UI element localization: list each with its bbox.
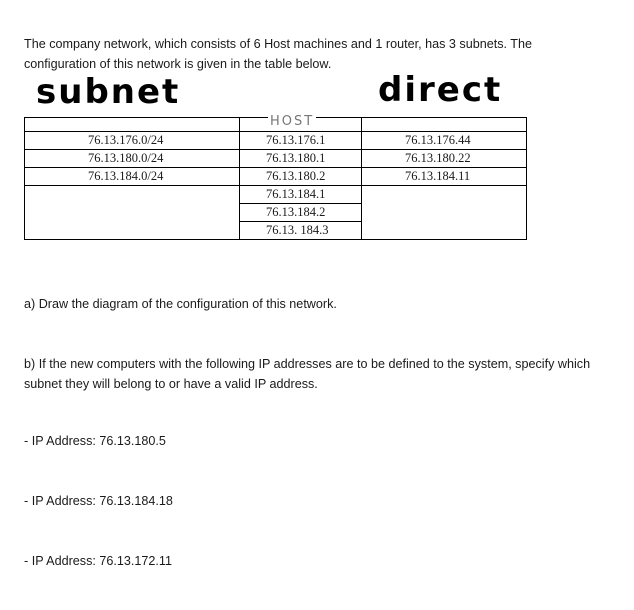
table-row xyxy=(25,186,527,204)
question-b: b) If the new computers with the following IP addresses are to be defined to the system, specify which subnet they will belong to or have a valid IP address. xyxy=(24,357,591,391)
ip-address-item: - IP Address: 76.13.180.5 xyxy=(24,434,166,448)
ip-address-item: - IP Address: 76.13.172.11 xyxy=(24,554,172,568)
table-cell-empty xyxy=(362,186,527,240)
table-cell: 76.13.180.1 xyxy=(240,150,362,168)
question-a: a) Draw the diagram of the configuration of this network. xyxy=(24,297,337,311)
handwritten-subnet-label: subnet xyxy=(36,72,181,112)
table-cell: 76.13.176.44 xyxy=(362,132,527,150)
table-cell-empty xyxy=(25,186,240,240)
table-cell: 76.13.184.11 xyxy=(362,168,527,186)
table-row xyxy=(25,168,527,186)
table-cell: 76.13.176.0/24 xyxy=(25,132,240,150)
ip-address-item: - IP Address: 76.13.184.18 xyxy=(24,494,173,508)
intro-paragraph: The company network, which consists of 6 Host machines and 1 router, has 3 subnets. The configuration of this network is given in the table below. xyxy=(24,37,532,71)
table-cell: 76.13. 184.3 xyxy=(240,222,362,240)
header-cell-subnet xyxy=(25,118,240,132)
handwritten-direct-label: direct xyxy=(378,70,503,110)
table-cell: 76.13.180.22 xyxy=(362,150,527,168)
table-cell: 76.13.184.1 xyxy=(240,186,362,204)
table-cell: 76.13.184.2 xyxy=(240,204,362,222)
handwritten-host-label: HOST xyxy=(270,114,315,129)
table-cell: 76.13.184.0/24 xyxy=(25,168,240,186)
configuration-table xyxy=(24,117,527,240)
table-row xyxy=(25,150,527,168)
table-cell: 76.13.176.1 xyxy=(240,132,362,150)
header-cell-direct xyxy=(362,118,527,132)
table-row xyxy=(25,132,527,150)
table-cell: 76.13.180.0/24 xyxy=(25,150,240,168)
table-cell: 76.13.180.2 xyxy=(240,168,362,186)
